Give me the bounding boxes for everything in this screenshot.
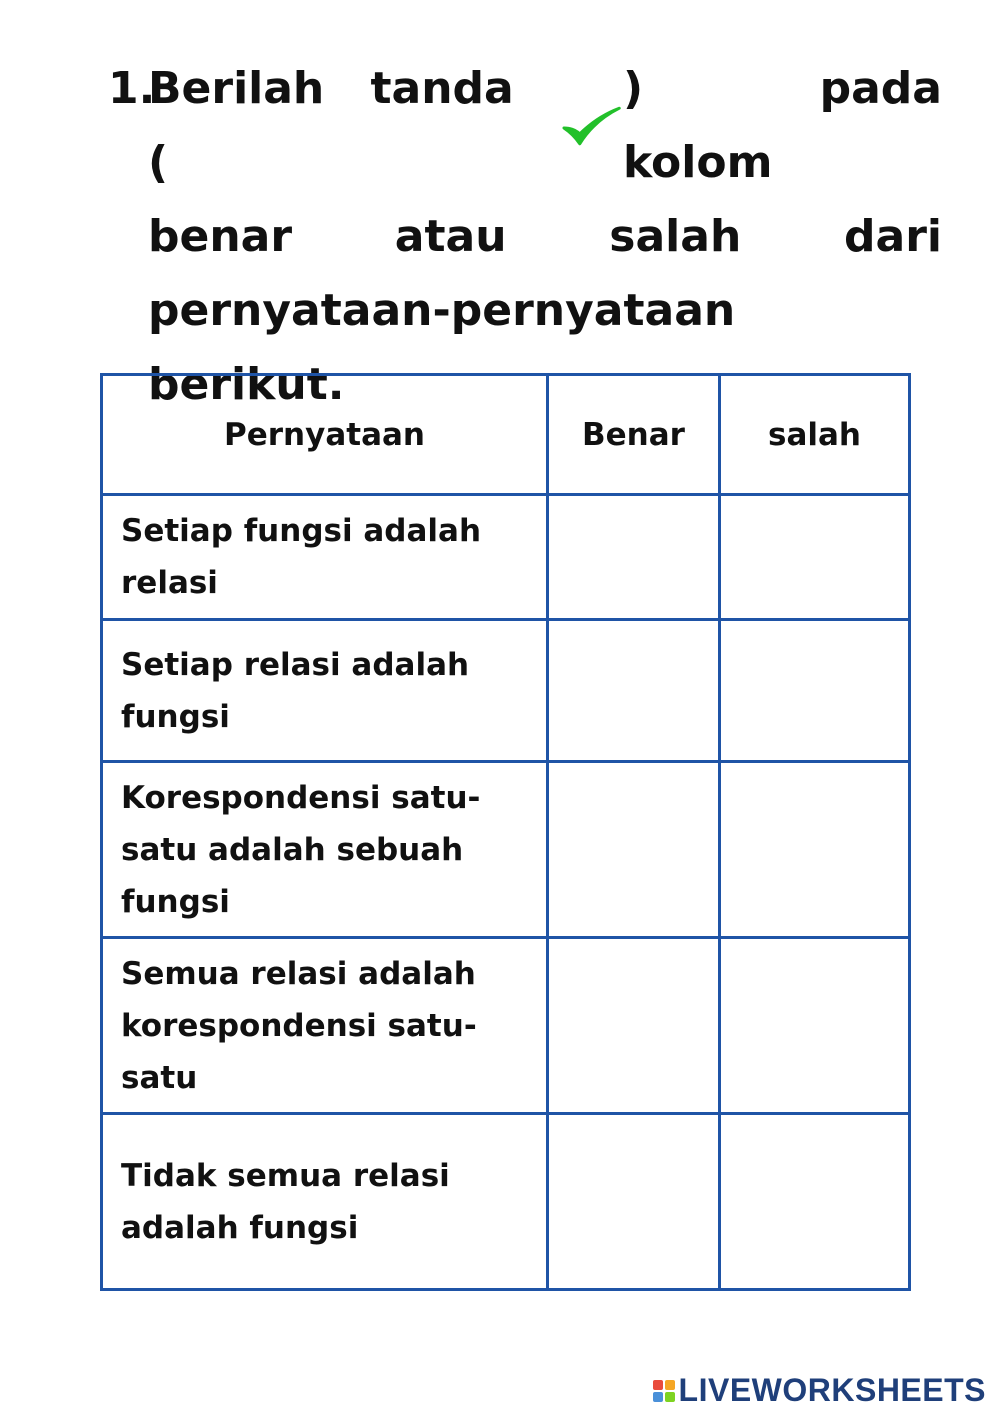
answer-true-cell[interactable] xyxy=(548,1114,720,1290)
answer-false-cell[interactable] xyxy=(720,620,910,762)
table-header-row xyxy=(102,375,910,495)
instruction-line-1 xyxy=(148,52,942,200)
instruction-text xyxy=(148,52,942,422)
statement-cell: Setiap fungsi adalah relasi xyxy=(102,495,548,620)
header-true: Benar xyxy=(548,375,720,495)
statement-cell: Tidak semua relasi adalah fungsi xyxy=(102,1114,548,1290)
instruction-line1-end: ) pada kolom xyxy=(622,63,942,188)
table-row xyxy=(102,762,910,938)
statement-cell: Korespondensi satu-satu adalah sebuah fungsi xyxy=(102,762,548,938)
answer-true-cell[interactable] xyxy=(548,762,720,938)
table-row xyxy=(102,620,910,762)
answer-false-cell[interactable] xyxy=(720,762,910,938)
statement-cell: Semua relasi adalah korespondensi satu-satu xyxy=(102,938,548,1114)
logo-block xyxy=(653,1380,663,1390)
answer-false-cell[interactable] xyxy=(720,938,910,1114)
header-statement: Pernyataan xyxy=(102,375,548,495)
answer-false-cell[interactable] xyxy=(720,495,910,620)
check-mark-icon xyxy=(560,104,623,148)
table-row xyxy=(102,495,910,620)
liveworksheets-logo xyxy=(653,1372,986,1409)
answer-true-cell[interactable] xyxy=(548,938,720,1114)
answer-true-cell[interactable] xyxy=(548,620,720,762)
question-number: 1. xyxy=(108,63,156,114)
logo-block xyxy=(665,1380,675,1390)
instruction-start-with-check xyxy=(148,52,623,200)
statements-table xyxy=(100,373,911,1291)
statement-cell: Setiap relasi adalah fungsi xyxy=(102,620,548,762)
table-row xyxy=(102,938,910,1114)
table-row xyxy=(102,1114,910,1290)
logo-blocks-icon xyxy=(653,1380,675,1402)
instruction-rest: benar atau salah dari pernyataan-pernyataan berikut. xyxy=(148,211,942,410)
instruction xyxy=(108,52,942,422)
answer-false-cell[interactable] xyxy=(720,1114,910,1290)
instruction-start: Berilah tanda ( xyxy=(148,63,514,188)
logo-block xyxy=(653,1392,663,1402)
answer-true-cell[interactable] xyxy=(548,495,720,620)
logo-block xyxy=(665,1392,675,1402)
brand-name: LIVEWORKSHEETS xyxy=(678,1372,986,1408)
header-false: salah xyxy=(720,375,910,495)
